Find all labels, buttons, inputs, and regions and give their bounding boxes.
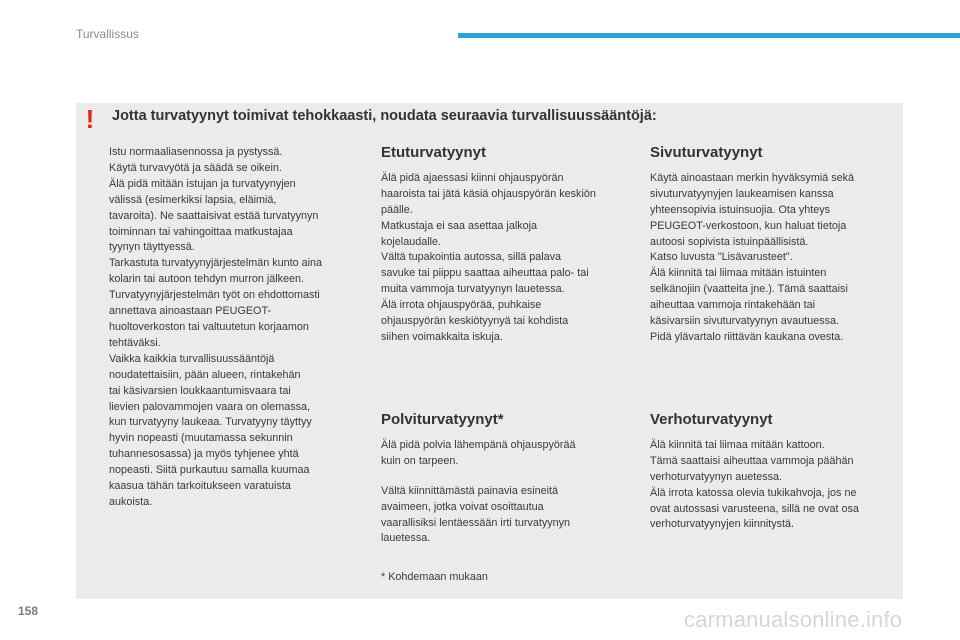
footnote: * Kohdemaan mukaan <box>381 571 488 583</box>
general-rules-text: Istu normaaliasennossa ja pystyssä. Käytä turvavyötä ja säädä se oikein. Älä pidä mitään istujan ja turvatyynyjen välissä (esimerkiksi lapsia, eläimiä, tavaroita). Ne saattaisivat estää turvatyynyn toiminnan tai vahingoittaa matkustajaa tyynyn täyttyessä. Tarkastuta turvatyynyjärjestelmän kunto aina kolarin tai autoon tehdyn murron jälkeen. Turvatyynyjärjestelmän työt on ehdottomasti annettava ainoastaan PEUGEOT- huoltoverkoston tai valtuutetun korjaamon tehtäväksi. Vaikka kaikkia turvallisuussääntöjä noudatettaisiin, pään alueen, rintakehän tai käsivarsien loukkaantumisvaara tai lievien palovammojen vaara on olemassa, kun turvatyyny laukeaa. Turvatyyny täyttyy hyvin nopeasti (muutamassa sekunnin tuhannesosassa) ja myös tyhjenee yhtä nopeasti. Siitä purkautuu samalla kuumaa kaasua tähän tarkoitukseen varatuista aukoista. <box>109 146 323 508</box>
section-title: Turvallissus <box>76 27 139 41</box>
page-number: 158 <box>18 604 39 618</box>
curtain-airbags-text: Älä kiinnitä tai liimaa mitään kattoon. Tämä saattaisi aiheuttaa vammoja päähän verhoturvatyynyn auetessa. Älä irrota katossa olevia tukikahvoja, jos ne ovat autossasi varusteena, sillä ne ovat osa verhoturvatyynyjen kiinnitystä. <box>650 438 859 531</box>
side-airbags-text: Käytä ainoastaan merkin hyväksymiä sekä sivuturvatyynyjen laukeamisen kanssa yhteensopivia istuinsuojia. Ota yhteys PEUGEOT-verkostoon, kun haluat tietoja autoosi sopivista istuinpäällisistä. Katso luvusta "Lisävarusteet". Älä kiinnitä tai liimaa mitään istuinten selkänojiin (vaatteita jne.). Tämä saattaisi aiheuttaa vammoja rintakehään tai käsivarsiin sivuturvatyynyn avautuessa. Pidä ylävartalo riittävän kaukana ovesta. <box>650 171 855 343</box>
exclamation-warning-icon: ! <box>85 104 95 134</box>
front-airbags-title: Etuturvatyynyt <box>381 144 487 161</box>
watermark: carmanualsonline.info <box>684 607 903 632</box>
knee-airbags-title: Polviturvatyynyt* <box>381 411 504 428</box>
curtain-airbags-section <box>650 412 895 533</box>
section-accent-bar <box>458 33 960 38</box>
curtain-airbags-title: Verhoturvatyynyt <box>650 411 773 428</box>
side-airbags-section <box>650 145 895 346</box>
knee-airbags-text-1: Älä pidä polvia lähempänä ohjauspyörää kuin on tarpeen. <box>381 438 576 467</box>
panel-heading: Jotta turvatyynyt toimivat tehokkaasti, noudata seuraavia turvallisuussääntöjä: <box>112 108 657 124</box>
front-airbags-text: Älä pidä ajaessasi kiinni ohjauspyörän haaroista tai jätä käsiä ohjauspyörän keskiön päälle. Matkustaja ei saa asettaa jalkoja kojelaudalle. Vältä tupakointia autossa, sillä palava savuke tai piippu saattaa aiheuttaa palo- tai muita vammoja turvatyynyn lauetessa. Älä irrota ohjauspyörää, puhkaise ohjauspyörän keskiötyynyä tai kohdista siihen voimakkaita iskuja. <box>381 171 596 343</box>
knee-airbags-section <box>381 412 637 547</box>
side-airbags-title: Sivuturvatyynyt <box>650 144 763 161</box>
front-airbags-section <box>381 145 637 346</box>
general-rules-column <box>109 145 359 511</box>
knee-airbags-text-2: Vältä kiinnittämästä painavia esineitä avaimeen, jotka voivat osoittautua vaarallisiksi lentäessään irti turvatyynyn lauetessa. <box>381 484 571 545</box>
